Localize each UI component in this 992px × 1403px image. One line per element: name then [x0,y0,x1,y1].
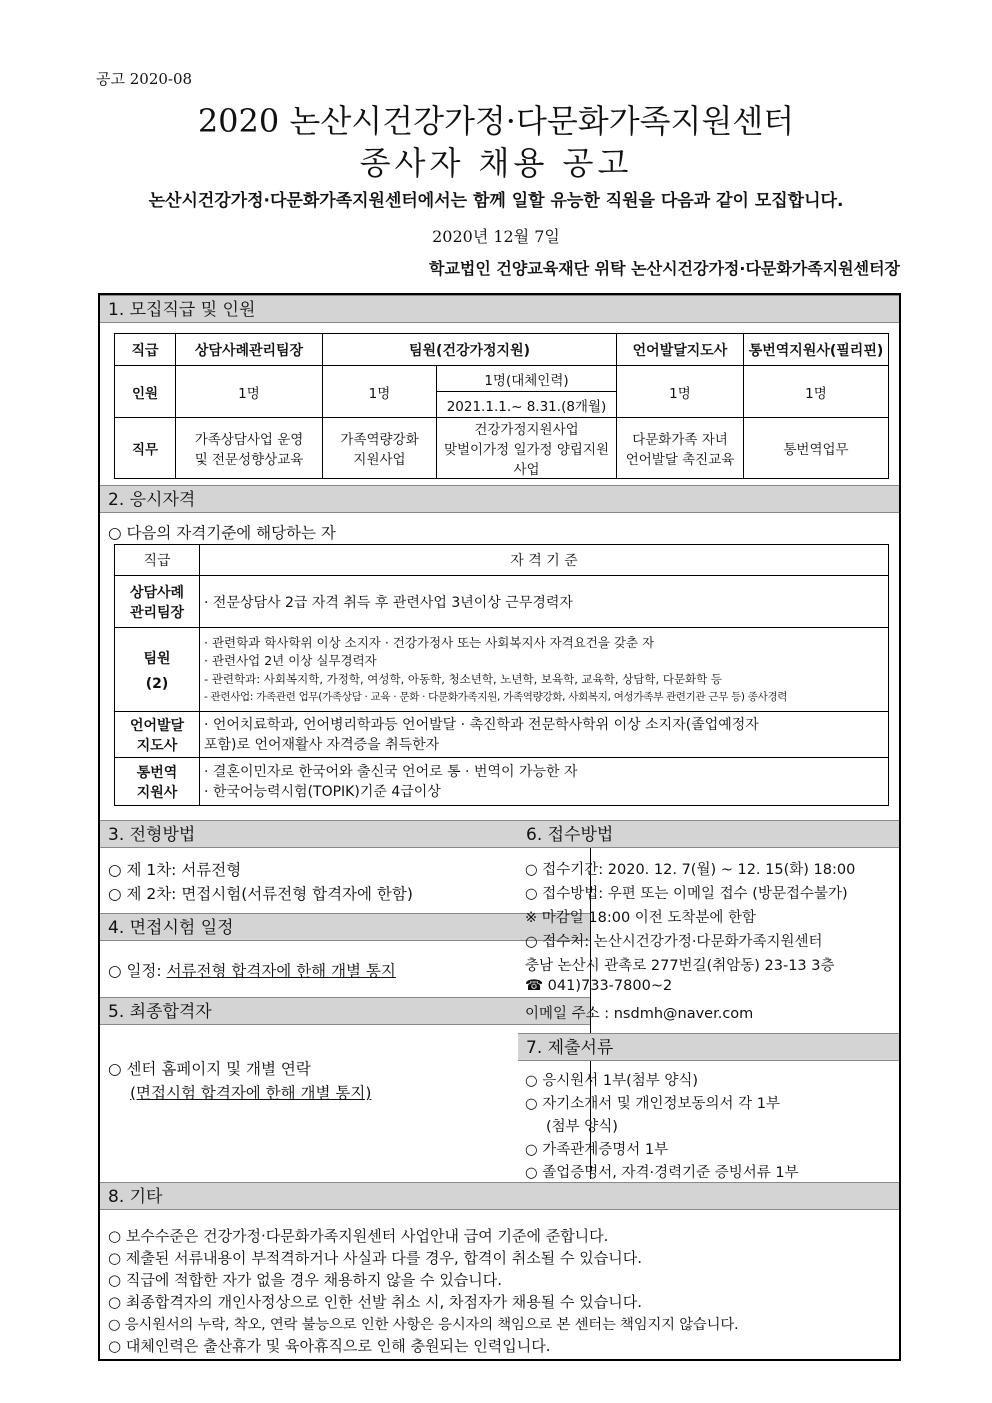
qualification-table [114,544,889,806]
count-period-cell: 2021.1.1.~ 8.31.(8개월) [437,392,617,418]
duty-cell [323,418,437,479]
section-2-title: 2. 응시자격 [100,485,899,513]
qual-text [200,758,889,806]
duty-line: 및 전문성향상교육 [194,452,304,468]
row-label: 직무 [115,418,176,479]
intro-text: 논산시건강가정·다문화가족지원센터에서는 함께 일할 유능한 직원을 다음과 같이 모집합니다. [148,191,844,211]
qual-text [200,712,889,758]
qual-line: · 전문상담사 2급 자격 취득 후 관련사업 3년이상 근무경력자 [204,594,573,611]
page-title-line1: 2020 논산시건강가정·다문화가족지원센터 [197,102,795,140]
table-header: 팀원(건강가정지원) [323,334,617,366]
count-cell: 1명 [323,366,437,418]
label-line: 상담사례 [129,584,185,601]
table-header: 직급 [115,334,176,366]
qual-line: · 한국어능력시험(TOPIK)기준 4급이상 [204,783,441,800]
label-line: 팀원 [143,650,171,667]
qual-line: · 결혼이민자로 한국어와 출신국 언어로 통 · 번역이 가능한 자 [204,763,578,780]
final-notice-line2: (면접시험 합격자에 한해 개별 통지) [130,1084,372,1102]
doc-item: ○ 응시원서 1부(첨부 양식) [525,1073,699,1089]
count-cell: 1명 [744,366,889,418]
apply-address: 충남 논산시 관촉로 277번길(취암동) 23-13 3층 [525,958,835,974]
misc-item: ○ 직급에 적합한 자가 없을 경우 채용하지 않을 수 있습니다. [108,1271,503,1289]
duty-line: 맞벌이가정 일가정 양립지원사업 [443,442,610,478]
page-title-line2: 종사자 채용 공고 [359,144,633,182]
row-label: 인원 [115,366,176,418]
misc-item: ○ 보수수준은 건강가정·다문화가족지원센터 사업안내 급여 기준에 준합니다. [108,1227,609,1245]
count-cell: 1명 [176,366,323,418]
col-header: 직급 [115,545,200,576]
notice-frame [98,293,901,1361]
notice-number: 공고 2020-08 [96,70,193,88]
misc-item: ○ 최종합격자의 개인사정상으로 인한 선발 취소 시, 차점자가 채용될 수 있습니다. [108,1293,642,1311]
section-4-title: 4. 면접시험 일정 [100,913,590,941]
table-header: 상담사례관리팀장 [176,334,323,366]
duty-line: 건강가정지원사업 [474,422,579,438]
section-7-title: 7. 제출서류 [518,1033,899,1061]
duty-cell [437,418,617,479]
apply-item: ○ 접수방법: 우편 또는 이메일 접수 (방문접수불가) [525,886,848,902]
section-1-title: 1. 모집직급 및 인원 [100,295,899,323]
method-item: ○ 제 2차: 면접시험(서류전형 합격자에 한함) [108,885,413,903]
section-8-title: 8. 기타 [100,1182,899,1210]
qual-line: · 관련학과 학사학위 이상 소지자 · 건강가정사 또는 사회복지사 자격요건을 갖춘 자 [204,634,655,650]
label-line: 지원사 [136,784,178,801]
section-5-title: 5. 최종합격자 [100,997,590,1025]
section-6-title: 6. 접수방법 [518,820,899,848]
qual-line: - 관련사업: 가족관련 업무(가족상담 · 교육 · 문화 · 다문화가족지원, 가족역량강화, 사회복지, 여성가족부 관련기관 근무 등) 종사경력 [204,690,788,703]
issuer: 학교법인 건양교육재단 위탁 논산시건강가정·다문화가족지원센터장 [428,259,900,278]
duty-line: 지원사업 [353,452,406,468]
table-header: 통번역지원사(필리핀) [744,334,889,366]
method-item: ○ 제 1차: 서류전형 [108,861,242,879]
duty-line: 가족역량강화 [340,432,419,448]
duty-line: 언어발달 촉진교육 [625,452,735,468]
duty-cell: 통번역업무 [744,418,889,479]
doc-item: ○ 자기소개서 및 개인정보동의서 각 1부 [525,1096,781,1112]
count-cell: 1명(대체인력) [437,366,617,392]
section-2-lead: ○ 다음의 자격기준에 해당하는 자 [108,524,336,542]
apply-item: ○ 접수기간: 2020. 12. 7(월) ~ 12. 15(화) 18:00 [525,862,856,878]
misc-item: ○ 응시원서의 누락, 착오, 연락 불능으로 인한 사항은 응시자의 책임으로 본 센터는 책임지지 않습니다. [108,1317,739,1333]
qual-label [115,628,200,712]
schedule-text: 서류전형 합격자에 한해 개별 통지 [166,962,396,980]
table-header: 언어발달지도사 [617,334,744,366]
qual-line: · 관련사업 2년 이상 실무경력자 [204,652,377,668]
final-notice-line1: ○ 센터 홈페이지 및 개별 연락 [108,1060,311,1078]
schedule-prefix: ○ 일정: [108,962,162,980]
qual-text [200,628,889,712]
doc-item: ○ 졸업증명서, 자격·경력기준 증빙서류 1부 [525,1165,799,1181]
duty-line: 다문화가족 자녀 [632,432,728,448]
apply-item: ※ 마감일 18:00 이전 도착분에 한함 [525,910,757,926]
duty-cell [617,418,744,479]
label-line: (2) [145,675,169,692]
qual-label [115,712,200,758]
doc-item: (첨부 양식) [546,1119,618,1135]
misc-item: ○ 대체인력은 출산휴가 및 육아휴직으로 인해 충원되는 인력입니다. [108,1337,551,1355]
apply-email: 이메일 주소 : nsdmh@naver.com [525,1006,754,1022]
duty-line: 가족상담사업 운영 [194,432,304,448]
qual-label [115,758,200,806]
apply-item: ○ 접수처: 논산시건강가정·다문화가족지원센터 [525,934,823,950]
label-line: 통번역 [136,764,178,781]
misc-item: ○ 제출된 서류내용이 부적격하거나 사실과 다를 경우, 합격이 취소될 수 있습니다. [108,1249,642,1267]
qual-line: 포함)로 언어재활사 자격증을 취득한자 [204,736,440,753]
label-line: 지도사 [136,737,178,754]
count-cell: 1명 [617,366,744,418]
qual-label [115,576,200,628]
notice-date: 2020년 12월 7일 [432,227,560,246]
label-line: 언어발달 [129,717,185,734]
qual-line: · 언어치료학과, 언어병리학과등 언어발달 · 촉진학과 전문학사학위 이상 소지자(졸업예정자 [204,716,759,733]
qual-text [200,576,889,628]
label-line: 관리팀장 [129,604,185,621]
duty-cell [176,418,323,479]
doc-item: ○ 가족관계증명서 1부 [525,1142,669,1158]
col-header: 자 격 기 준 [200,545,889,576]
positions-table [114,333,889,479]
qual-line: - 관련학과: 사회복지학, 가정학, 여성학, 아동학, 청소년학, 노년학, 보육학, 교육학, 상담학, 다문화학 등 [204,671,723,686]
interview-schedule [108,959,396,981]
section-3-title: 3. 전형방법 [100,820,590,848]
apply-phone: ☎ 041)733-7800~2 [525,978,673,994]
